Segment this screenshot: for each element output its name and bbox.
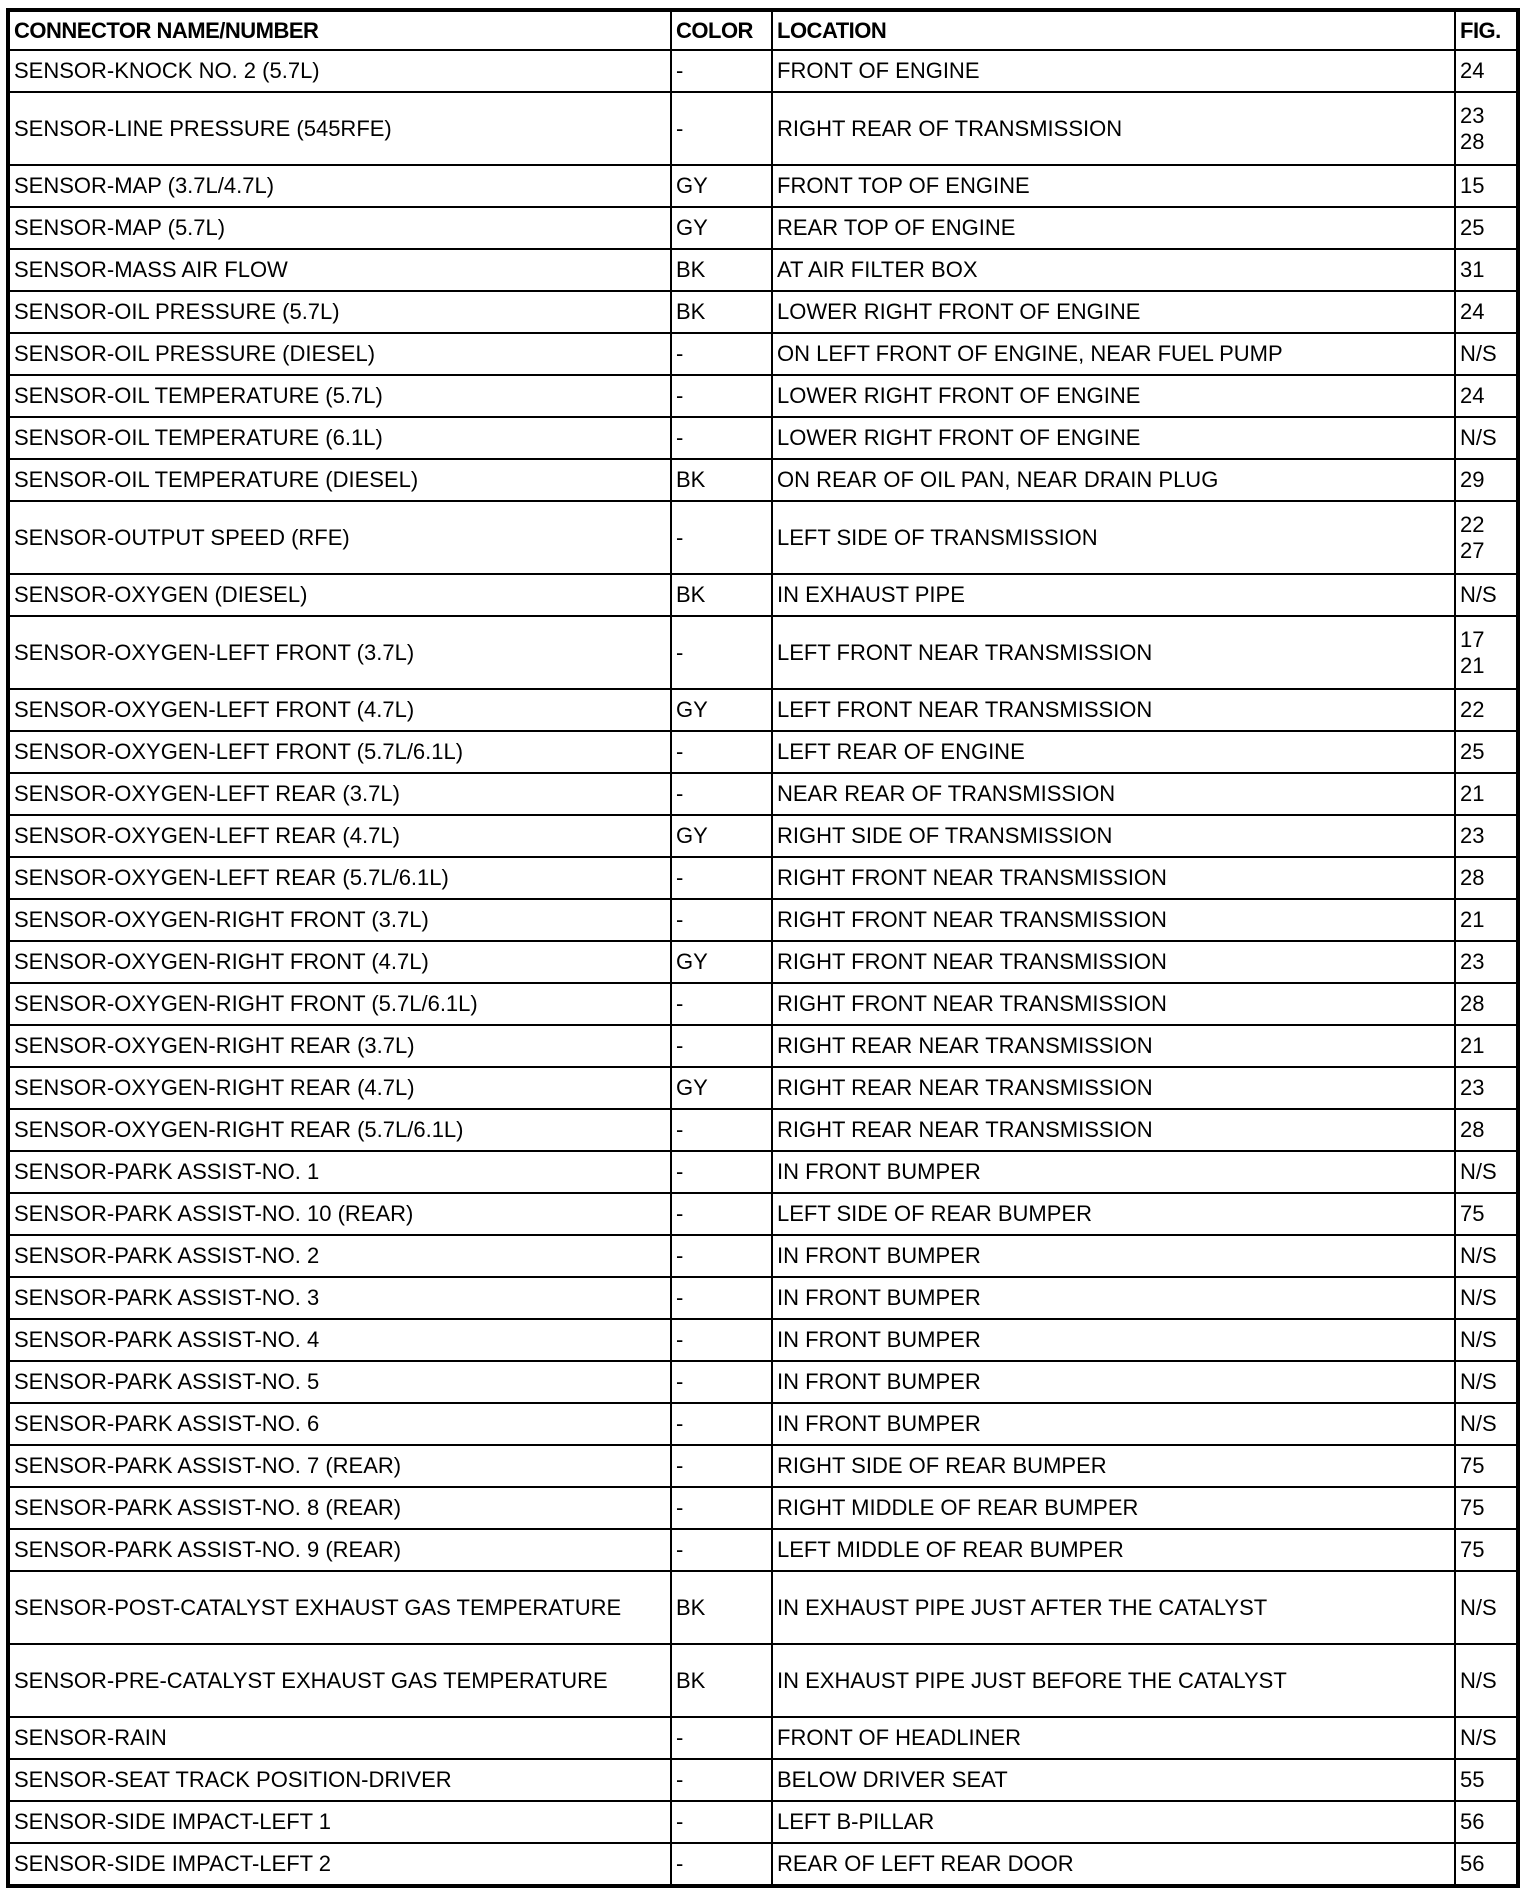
table-row [8,1717,1518,1759]
color-cell: GY [671,207,772,249]
location-cell: RIGHT FRONT NEAR TRANSMISSION [772,899,1455,941]
connector-name-cell: SENSOR-PARK ASSIST-NO. 1 [8,1151,671,1193]
table-row [8,92,1518,165]
location-cell: RIGHT REAR NEAR TRANSMISSION [772,1109,1455,1151]
fig-cell [1455,1644,1518,1717]
connector-name-cell: SENSOR-LINE PRESSURE (545RFE) [8,92,671,165]
color-cell: - [671,1487,772,1529]
location-cell: RIGHT REAR NEAR TRANSMISSION [772,1067,1455,1109]
fig-number: 23 [1460,102,1485,128]
fig-number: 56 [1460,1809,1485,1834]
table-row [8,1571,1518,1644]
location-cell: LEFT REAR OF ENGINE [772,731,1455,773]
fig-cell [1455,1319,1518,1361]
color-cell: - [671,1801,772,1843]
color-cell: - [671,92,772,165]
connector-name-cell: SENSOR-MASS AIR FLOW [8,249,671,291]
table-row [8,459,1518,501]
fig-cell [1455,731,1518,773]
header-location: LOCATION [772,10,1455,50]
connector-name-cell: SENSOR-PARK ASSIST-NO. 8 (REAR) [8,1487,671,1529]
location-cell: FRONT OF ENGINE [772,50,1455,92]
location-cell: LEFT SIDE OF TRANSMISSION [772,501,1455,574]
connector-name-cell: SENSOR-SIDE IMPACT-LEFT 2 [8,1843,671,1886]
color-cell: BK [671,249,772,291]
color-cell: - [671,1235,772,1277]
fig-cell [1455,1801,1518,1843]
fig-number: 22 [1460,697,1485,722]
fig-cell [1455,207,1518,249]
table-row [8,291,1518,333]
connector-name-cell: SENSOR-OXYGEN-RIGHT REAR (3.7L) [8,1025,671,1067]
connector-name-cell: SENSOR-PARK ASSIST-NO. 4 [8,1319,671,1361]
fig-number: N/S [1460,1327,1497,1352]
color-cell: - [671,1403,772,1445]
table-row [8,165,1518,207]
location-cell: AT AIR FILTER BOX [772,249,1455,291]
connector-name-cell: SENSOR-PARK ASSIST-NO. 2 [8,1235,671,1277]
fig-number: 17 [1460,626,1485,652]
connector-name-cell: SENSOR-OXYGEN-LEFT REAR (3.7L) [8,773,671,815]
table-row [8,1235,1518,1277]
location-cell: LEFT SIDE OF REAR BUMPER [772,1193,1455,1235]
connector-name-cell: SENSOR-OXYGEN-RIGHT FRONT (3.7L) [8,899,671,941]
table-row [8,333,1518,375]
fig-cell [1455,1193,1518,1235]
location-cell: ON REAR OF OIL PAN, NEAR DRAIN PLUG [772,459,1455,501]
fig-cell [1455,92,1518,165]
color-cell: - [671,983,772,1025]
fig-number: 75 [1460,1495,1485,1520]
fig-number: N/S [1460,1411,1497,1436]
table-row [8,1759,1518,1801]
connector-name-cell: SENSOR-OIL TEMPERATURE (5.7L) [8,375,671,417]
fig-number: 28 [1460,1117,1485,1142]
fig-cell [1455,375,1518,417]
fig-number: 56 [1460,1851,1485,1876]
table-row [8,1151,1518,1193]
fig-cell [1455,1717,1518,1759]
color-cell: - [671,1529,772,1571]
connector-name-cell: SENSOR-OXYGEN-RIGHT REAR (4.7L) [8,1067,671,1109]
fig-cell [1455,249,1518,291]
fig-cell [1455,1759,1518,1801]
color-cell: - [671,1193,772,1235]
fig-cell [1455,1109,1518,1151]
location-cell: RIGHT REAR OF TRANSMISSION [772,92,1455,165]
table-row [8,1277,1518,1319]
location-cell: IN FRONT BUMPER [772,1403,1455,1445]
color-cell: - [671,616,772,689]
location-cell: RIGHT FRONT NEAR TRANSMISSION [772,857,1455,899]
fig-number: 28 [1460,128,1485,154]
table-row [8,417,1518,459]
fig-cell [1455,689,1518,731]
color-cell: - [671,50,772,92]
color-cell: - [671,1759,772,1801]
fig-cell [1455,1067,1518,1109]
header-connector-name: CONNECTOR NAME/NUMBER [8,10,671,50]
location-cell: FRONT OF HEADLINER [772,1717,1455,1759]
fig-cell [1455,983,1518,1025]
location-cell: LOWER RIGHT FRONT OF ENGINE [772,375,1455,417]
location-cell: LOWER RIGHT FRONT OF ENGINE [772,417,1455,459]
table-row [8,1025,1518,1067]
location-cell: RIGHT FRONT NEAR TRANSMISSION [772,983,1455,1025]
color-cell: - [671,899,772,941]
fig-cell [1455,165,1518,207]
fig-number: 21 [1460,652,1485,678]
location-cell: ON LEFT FRONT OF ENGINE, NEAR FUEL PUMP [772,333,1455,375]
fig-cell [1455,1151,1518,1193]
table-row [8,899,1518,941]
fig-number: N/S [1460,1243,1497,1268]
table-row [8,1644,1518,1717]
connector-name-cell: SENSOR-PARK ASSIST-NO. 9 (REAR) [8,1529,671,1571]
color-cell: - [671,1277,772,1319]
fig-number: N/S [1460,1159,1497,1184]
connector-table [6,8,1520,1888]
connector-name-cell: SENSOR-PARK ASSIST-NO. 7 (REAR) [8,1445,671,1487]
fig-number: 23 [1460,823,1485,848]
fig-number: 15 [1460,173,1485,198]
color-cell: BK [671,574,772,616]
fig-number: 31 [1460,257,1485,282]
color-cell: - [671,375,772,417]
color-cell: - [671,1717,772,1759]
table-row [8,815,1518,857]
fig-number: 28 [1460,991,1485,1016]
fig-cell [1455,899,1518,941]
color-cell: - [671,333,772,375]
table-row [8,1319,1518,1361]
color-cell: - [671,857,772,899]
connector-name-cell: SENSOR-RAIN [8,1717,671,1759]
color-cell: GY [671,689,772,731]
fig-cell [1455,1277,1518,1319]
fig-number: 29 [1460,467,1485,492]
fig-number: 24 [1460,299,1485,324]
table-row [8,375,1518,417]
fig-number: 28 [1460,865,1485,890]
fig-number: 25 [1460,215,1485,240]
connector-name-cell: SENSOR-OXYGEN-LEFT FRONT (5.7L/6.1L) [8,731,671,773]
location-cell: FRONT TOP OF ENGINE [772,165,1455,207]
table-row [8,1067,1518,1109]
color-cell: - [671,1319,772,1361]
fig-cell [1455,417,1518,459]
fig-cell [1455,1487,1518,1529]
location-cell: RIGHT REAR NEAR TRANSMISSION [772,1025,1455,1067]
connector-name-cell: SENSOR-PARK ASSIST-NO. 10 (REAR) [8,1193,671,1235]
fig-cell [1455,616,1518,689]
fig-cell [1455,773,1518,815]
location-cell: LOWER RIGHT FRONT OF ENGINE [772,291,1455,333]
fig-cell [1455,459,1518,501]
fig-cell [1455,333,1518,375]
location-cell: IN FRONT BUMPER [772,1235,1455,1277]
location-cell: LEFT FRONT NEAR TRANSMISSION [772,616,1455,689]
fig-number: 75 [1460,1453,1485,1478]
color-cell: GY [671,1067,772,1109]
table-row [8,207,1518,249]
location-cell: IN FRONT BUMPER [772,1277,1455,1319]
color-cell: GY [671,165,772,207]
fig-cell [1455,857,1518,899]
fig-number: 21 [1460,907,1485,932]
connector-name-cell: SENSOR-MAP (3.7L/4.7L) [8,165,671,207]
table-row [8,1109,1518,1151]
location-cell: IN FRONT BUMPER [772,1151,1455,1193]
fig-cell [1455,1529,1518,1571]
location-cell: LEFT B-PILLAR [772,1801,1455,1843]
connector-name-cell: SENSOR-OXYGEN-RIGHT FRONT (4.7L) [8,941,671,983]
table-row [8,249,1518,291]
connector-name-cell: SENSOR-SEAT TRACK POSITION-DRIVER [8,1759,671,1801]
fig-cell [1455,50,1518,92]
color-cell: GY [671,941,772,983]
fig-cell [1455,1445,1518,1487]
color-cell: BK [671,1644,772,1717]
fig-number: N/S [1460,1667,1497,1693]
fig-number: 24 [1460,383,1485,408]
connector-name-cell: SENSOR-OXYGEN (DIESEL) [8,574,671,616]
table-row [8,501,1518,574]
color-cell: - [671,501,772,574]
connector-name-cell: SENSOR-OXYGEN-LEFT REAR (4.7L) [8,815,671,857]
fig-number: 55 [1460,1767,1485,1792]
color-cell: - [671,1445,772,1487]
table-row [8,616,1518,689]
location-cell: IN EXHAUST PIPE JUST BEFORE THE CATALYST [772,1644,1455,1717]
fig-number: N/S [1460,1369,1497,1394]
color-cell: - [671,1151,772,1193]
fig-number: 27 [1460,537,1485,563]
connector-name-cell: SENSOR-OXYGEN-RIGHT REAR (5.7L/6.1L) [8,1109,671,1151]
connector-name-cell: SENSOR-OUTPUT SPEED (RFE) [8,501,671,574]
connector-name-cell: SENSOR-PARK ASSIST-NO. 5 [8,1361,671,1403]
connector-name-cell: SENSOR-OXYGEN-LEFT FRONT (3.7L) [8,616,671,689]
connector-name-cell: SENSOR-OXYGEN-LEFT FRONT (4.7L) [8,689,671,731]
connector-name-cell: SENSOR-OIL PRESSURE (5.7L) [8,291,671,333]
header-fig: FIG. [1455,10,1518,50]
location-cell: IN EXHAUST PIPE JUST AFTER THE CATALYST [772,1571,1455,1644]
table-row [8,1403,1518,1445]
connector-name-cell: SENSOR-PARK ASSIST-NO. 6 [8,1403,671,1445]
fig-cell [1455,815,1518,857]
fig-number: 25 [1460,739,1485,764]
fig-cell [1455,1843,1518,1886]
location-cell: LEFT MIDDLE OF REAR BUMPER [772,1529,1455,1571]
fig-cell [1455,291,1518,333]
table-row [8,941,1518,983]
fig-cell [1455,1235,1518,1277]
location-cell: RIGHT FRONT NEAR TRANSMISSION [772,941,1455,983]
fig-number: N/S [1460,1285,1497,1310]
fig-number: 75 [1460,1537,1485,1562]
table-row [8,1843,1518,1886]
location-cell: IN FRONT BUMPER [772,1361,1455,1403]
fig-cell [1455,501,1518,574]
fig-cell [1455,1571,1518,1644]
location-cell: REAR OF LEFT REAR DOOR [772,1843,1455,1886]
table-row [8,1193,1518,1235]
fig-number: N/S [1460,341,1497,366]
color-cell: GY [671,815,772,857]
connector-name-cell: SENSOR-OIL TEMPERATURE (DIESEL) [8,459,671,501]
fig-number: 21 [1460,781,1485,806]
location-cell: BELOW DRIVER SEAT [772,1759,1455,1801]
table-row [8,50,1518,92]
fig-cell [1455,1403,1518,1445]
color-cell: - [671,1361,772,1403]
location-cell: RIGHT SIDE OF TRANSMISSION [772,815,1455,857]
table-row [8,574,1518,616]
connector-name-cell: SENSOR-OXYGEN-RIGHT FRONT (5.7L/6.1L) [8,983,671,1025]
fig-number: 23 [1460,1075,1485,1100]
location-cell: RIGHT SIDE OF REAR BUMPER [772,1445,1455,1487]
connector-name-cell: SENSOR-OXYGEN-LEFT REAR (5.7L/6.1L) [8,857,671,899]
connector-name-cell: SENSOR-KNOCK NO. 2 (5.7L) [8,50,671,92]
header-row [8,10,1518,50]
table-row [8,731,1518,773]
fig-number: 21 [1460,1033,1485,1058]
location-cell: RIGHT MIDDLE OF REAR BUMPER [772,1487,1455,1529]
table-row [8,689,1518,731]
fig-number: N/S [1460,1725,1497,1750]
fig-number: N/S [1460,425,1497,450]
table-row [8,1529,1518,1571]
fig-cell [1455,574,1518,616]
connector-name-cell: SENSOR-OIL TEMPERATURE (6.1L) [8,417,671,459]
color-cell: - [671,731,772,773]
connector-name-cell: SENSOR-PARK ASSIST-NO. 3 [8,1277,671,1319]
connector-name-cell: SENSOR-PRE-CATALYST EXHAUST GAS TEMPERATURE [8,1644,671,1717]
fig-number: 24 [1460,58,1485,83]
connector-name-cell: SENSOR-OIL PRESSURE (DIESEL) [8,333,671,375]
fig-number: N/S [1460,582,1497,607]
fig-cell [1455,941,1518,983]
location-cell: NEAR REAR OF TRANSMISSION [772,773,1455,815]
fig-number: N/S [1460,1594,1497,1620]
header-color: COLOR [671,10,772,50]
fig-number: 75 [1460,1201,1485,1226]
table-row [8,1445,1518,1487]
table-row [8,1487,1518,1529]
color-cell: - [671,417,772,459]
connector-name-cell: SENSOR-MAP (5.7L) [8,207,671,249]
color-cell: BK [671,459,772,501]
location-cell: LEFT FRONT NEAR TRANSMISSION [772,689,1455,731]
color-cell: BK [671,1571,772,1644]
fig-number: 22 [1460,511,1485,537]
color-cell: - [671,1843,772,1886]
connector-name-cell: SENSOR-SIDE IMPACT-LEFT 1 [8,1801,671,1843]
table-row [8,983,1518,1025]
table-row [8,1361,1518,1403]
connector-name-cell: SENSOR-POST-CATALYST EXHAUST GAS TEMPERATURE [8,1571,671,1644]
location-cell: IN FRONT BUMPER [772,1319,1455,1361]
fig-number: 23 [1460,949,1485,974]
table-row [8,1801,1518,1843]
color-cell: - [671,1109,772,1151]
location-cell: IN EXHAUST PIPE [772,574,1455,616]
fig-cell [1455,1025,1518,1067]
table-body [8,50,1518,1886]
color-cell: BK [671,291,772,333]
table-row [8,857,1518,899]
table-row [8,773,1518,815]
location-cell: REAR TOP OF ENGINE [772,207,1455,249]
color-cell: - [671,773,772,815]
fig-cell [1455,1361,1518,1403]
color-cell: - [671,1025,772,1067]
